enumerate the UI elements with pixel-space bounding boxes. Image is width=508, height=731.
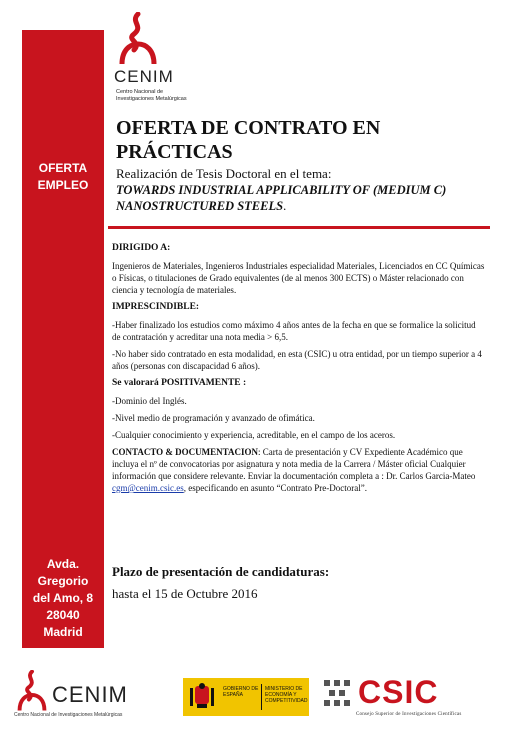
merit-item: -Nivel medio de programación y avanzado de ofimática. <box>112 413 315 423</box>
merit-item: -Cualquier conocimiento y experiencia, acreditable, en el campo de los aceros. <box>112 430 396 440</box>
cenim-flame-icon <box>118 12 158 66</box>
requirement-item: -No haber sido contratado en esta modalidad, en esta (CSIC) u otra entidad, por un tiempo superior a 4 años (personas con discapacidad 6 años). <box>112 349 482 371</box>
cenim-brand-text: CENIM <box>114 67 174 86</box>
footer-government-logo <box>183 678 309 716</box>
section-heading-dirigido: DIRIGIDO A: <box>112 243 171 253</box>
offer-details <box>112 242 486 499</box>
contact-section: CONTACTO & DOCUMENTACION: Carta de presentación y CV Expediente Académico que incluya el nº de convocatorias por asignatura y nota media de la Carrera / Máster oficial Cualquier información que considere relevante. Enviar la documentación completa a : Dr. Carlos Garcia-Mateo cgm@cenim.csic.es, especificando en asunto “Contrato Pre-Doctoral”. <box>112 447 476 493</box>
cenim-subtitle: Centro Nacional de Investigaciones Metalúrgicas <box>116 89 187 102</box>
address-block: Avda. Gregorio del Amo, 8 28040 Madrid <box>32 557 94 639</box>
gov-separator <box>261 684 262 710</box>
deadline-block <box>112 561 486 605</box>
section-heading-contacto: CONTACTO & DOCUMENTACION <box>112 447 259 457</box>
footer-logos <box>0 668 508 728</box>
deadline-heading: Plazo de presentación de candidaturas: <box>112 564 330 579</box>
footer-csic-subtitle: Consejo Superior de Investigaciones Científicas <box>356 712 462 717</box>
left-red-band <box>22 30 104 648</box>
ministry-label: MINISTERIO DE ECONOMÍA Y COMPETITIVIDAD <box>265 686 308 704</box>
merit-item: -Dominio del Inglés. <box>112 396 187 406</box>
section-heading-valorara: Se valorará POSITIVAMENTE : <box>112 378 247 388</box>
contact-text: : Carta de presentación y CV Expediente Académico que incluya el nº de convocatorias por asignatura y nota media de la Carrera / Máster oficial Cualquier información que considere relevante. Enviar la documentación completa a : Dr. Carlos Garcia-Mateo <box>112 447 476 481</box>
footer-csic-text: CSIC <box>358 674 439 710</box>
offer-label: OFERTA EMPLEO <box>37 161 89 192</box>
csic-mark-icon <box>322 678 352 708</box>
cenim-flame-icon <box>16 670 48 712</box>
section-heading-imprescindible: IMPRESCINDIBLE: <box>112 302 200 312</box>
page-title: OFERTA DE CONTRATO EN PRÁCTICAS <box>116 117 381 163</box>
cenim-logo <box>114 12 204 112</box>
thesis-title: TOWARDS INDUSTRIAL APPLICABILITY OF (MEDIUM C) NANOSTRUCTURED STEELS. <box>116 183 447 213</box>
title-divider <box>108 226 490 229</box>
deadline-date: hasta el 15 de Octubre 2016 <box>112 586 258 601</box>
thesis-intro: Realización de Tesis Doctoral en el tema: <box>116 166 332 181</box>
dirigido-text: Ingenieros de Materiales, Ingenieros Industriales especialidad Materiales, Licenciados en CC Químicas o Físicas, o titulaciones de Grado equivalentes (de al menos 300 ECTS) o Máster relacionado con ciencia y tecnología de materiales. <box>112 261 485 295</box>
footer-cenim-subtitle: Centro Nacional de Investigaciones Metalúrgicas <box>14 712 123 718</box>
gov-label: GOBIERNO DE ESPAÑA <box>223 686 259 698</box>
footer-cenim-text: CENIM <box>52 682 128 707</box>
contact-email-link[interactable]: cgm@cenim.csic.es <box>112 483 184 493</box>
spain-coat-of-arms-icon <box>187 682 217 712</box>
footer-cenim-logo <box>14 668 174 723</box>
requirement-item: -Haber finalizado los estudios como máximo 4 años antes de la fecha en que se formalice la solicitud de contratación y acreditar una nota media > 6,5. <box>112 320 476 342</box>
footer-csic-logo <box>322 674 492 724</box>
